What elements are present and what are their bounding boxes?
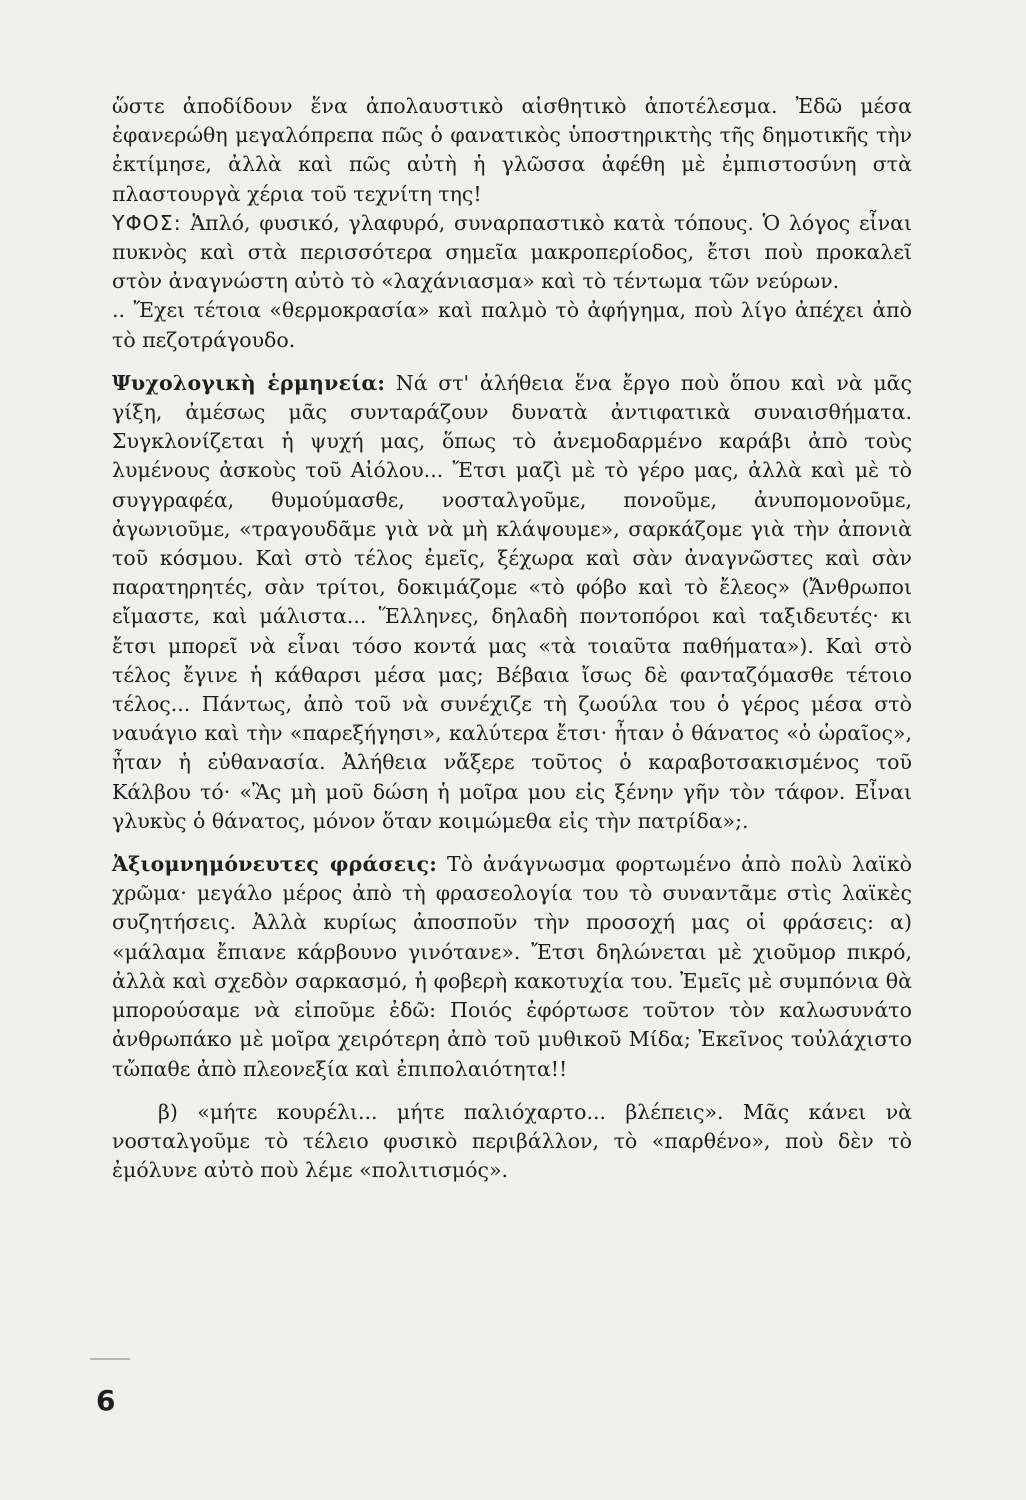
phrases-text: Τὸ ἀνάγνωσμα φορτωμένο ἀπὸ πολὺ λαϊκὸ χρῶμα· μεγάλο μέρος ἀπὸ τὴ φρασεολογία του τὸ συναντᾶμε στὶς λαϊκὲς συζητήσεις. Ἀλλὰ κυρίως ἀποσποῦν τὴν προσοχή μας οἱ φράσεις: α) «μάλαμα ἔπιανε κάρβουνο γινότανε». Ἔτσι δηλώνεται μὲ χιοῦμορ πικρό, ἀλλὰ καὶ σχεδὸν σαρκασμό, ἡ φοβερὴ κακοτυχία του. Ἐμεῖς μὲ συμπόνια θὰ μπορούσαμε νὰ εἰποῦμε ἐδῶ: Ποιός ἐφόρτωσε τοῦτον τὸν καλωσυνάτο ἀνθρωπάκο μὲ μοῖρα χειρότερη ἀπὸ τοῦ μυθικοῦ Μίδα; Ἐκεῖνος τοὐλάχιστο τὤπαθε ἀπὸ πλεονεξία καὶ ἐπιπολαιότητα!!: [112, 852, 912, 1081]
psychology-label: Ψυχολογικὴ ἑρμηνεία:: [112, 370, 386, 395]
paragraph-phrases: [112, 850, 912, 1084]
paragraph-psychology: [112, 369, 912, 836]
psychology-text: Νά στ' ἀλήθεια ἕνα ἔργο ποὺ ὅπου καὶ νὰ μᾶς γίξη, ἀμέσως μᾶς συνταράζουν δυνατὰ ἀντιφατικὰ συναισθήματα. Συγκλονίζεται ἡ ψυχή μας, ὅπως τὸ ἀνεμοδαρμένο καράβι ἀπὸ τοὺς λυμένους ἀσκοὺς τοῦ Αἰόλου... Ἔτσι μαζὶ μὲ τὸ γέρο μας, ἀλλὰ καὶ μὲ τὸ συγγραφέα, θυμούμασθε, νοσταλγοῦμε, πονοῦμε, ἀνυπομονοῦμε, ἀγωνιοῦμε, «τραγουδᾶμε γιὰ νὰ μὴ κλάψουμε», σαρκάζομε γιὰ τὴν ἀπονιὰ τοῦ κόσμου. Καὶ στὸ τέλος ἐμεῖς, ξέχωρα καὶ σὰν ἀναγνῶστες καὶ σὰν παρατηρητές, σὰν τρίτοι, δοκιμάζομε «τὸ φόβο καὶ τὸ ἔλεος» (Ἄνθρωποι εἴμαστε, καὶ μάλιστα... Ἕλληνες, δηλαδὴ ποντοπόροι καὶ ταξιδευτές· κι ἔτσι μπορεῖ νὰ εἶναι τόσο κοντά μας «τὰ τοιαῦτα παθήματα»). Καὶ στὸ τέλος ἔγινε ἡ κάθαρσι μέσα μας; Βέβαια ἴσως δὲ φανταζόμασθε τέτοιο τέλος... Πάντως, ἀπὸ τοῦ νὰ συνέχιζε τὴ ζωούλα του ὁ γέρος μέσα στὸ ναυάγιο καὶ τὴν «παρεξήγησι», καλύτερα ἔτσι· ἦταν ὁ θάνατος «ὁ ὡραῖος», ἦταν ἡ εὐθανασία. Ἀλήθεια νἄξερε τοῦτος ὁ καραβοτσακισμένος τοῦ Κάλβου τό· «Ἂς μὴ μοῦ δώση ἡ μοῖρα μου εἰς ξένην γῆν τὸν τάφον. Εἶναι γλυκὺς ὁ θάνατος, μόνον ὅταν κοιμώμεθα εἰς τὴν πατρίδα»;.: [112, 370, 912, 833]
yfos-text: Ἁπλό, φυσικό, γλαφυρό, συναρπαστικὸ κατὰ τόπους. Ὁ λόγος εἶναι πυκνὸς καὶ στὰ περισσότερα σημεῖα μακροπερίοδος, ἔτσι ποὺ προκαλεῖ στὸν ἀναγνώστη αὐτὸ τὸ «λαχάνιασμα» καὶ τὸ τέντωμα τῶν νεύρων.: [112, 210, 912, 294]
print-mark: [90, 1358, 130, 1360]
yfos-label: ΥΦΟΣ:: [112, 210, 182, 235]
paragraph-intro: [112, 92, 912, 209]
paragraph-phrase-b: [112, 1098, 912, 1186]
yfos-text-cont: .. Ἔχει τέτοια «θερμοκρασία» καὶ παλμὸ τὸ ἀφήγημα, ποὺ λίγο ἀπέχει ἀπὸ τὸ πεζοτράγουδο.: [112, 298, 912, 352]
paragraph-yfos-cont: [112, 296, 912, 354]
phrase-b-text: β) «μήτε κουρέλι... μήτε παλιόχαρτο... βλέπεις». Μᾶς κάνει νὰ νοσταλγοῦμε τὸ τέλειο φυσικὸ περιβάλλον, τὸ «παρθένο», ποὺ δὲν τὸ ἐμόλυνε αὐτὸ ποὺ λέμε «πολιτισμός».: [112, 1099, 912, 1183]
phrases-label: Ἀξιομνημόνευτες φράσεις:: [112, 852, 437, 877]
page-number: 6: [96, 1384, 116, 1417]
paragraph-yfos: [112, 209, 912, 297]
intro-text: ὥστε ἀποδίδουν ἕνα ἀπολαυστικὸ αἰσθητικὸ ἀποτέλεσμα. Ἐδῶ μέσα ἐφανερώθη μεγαλόπρεπα πῶς ὁ φανατικὸς ὑποστηρικτὴς τῆς δημοτικῆς τὴν ἐκτίμησε, ἀλλὰ καὶ πῶς αὐτὴ ἡ γλῶσσα ἀφέθη μὲ ἐμπιστοσύνη στὰ πλαστουργὰ χέρια τοῦ τεχνίτη της!: [112, 94, 912, 206]
body-text: [112, 92, 912, 1185]
